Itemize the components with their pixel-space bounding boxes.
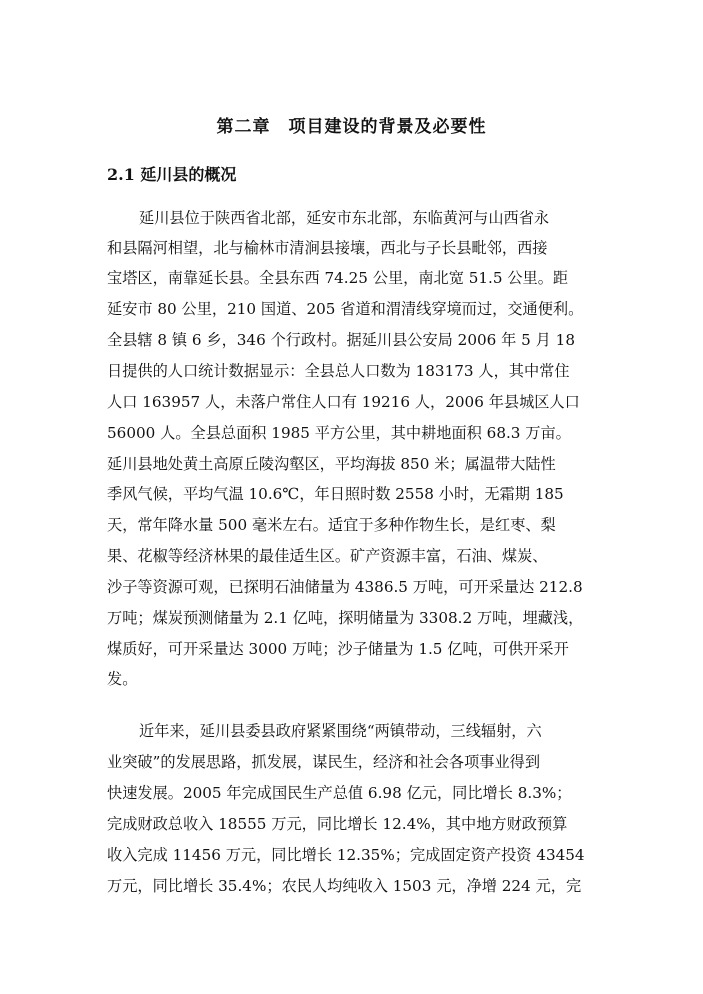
paragraph-line: 56000 人。全县总面积 1985 平方公里，其中耕地面积 68.3 万亩。 — [107, 424, 571, 442]
paragraph-line: 完成财政总收入 18555 万元，同比增长 12.4%，其中地方财政预算 — [107, 815, 568, 833]
paragraph-line: 宝塔区，南靠延长县。全县东西 74.25 公里，南北宽 51.5 公里。距 — [107, 269, 569, 287]
paragraph-line: 延安市 80 公里，210 国道、205 省道和渭清线穿境而过，交通便利。 — [107, 300, 584, 318]
paragraph-line: 全县辖 8 镇 6 乡，346 个行政村。据延川县公安局 2006 年 5 月 18 — [107, 331, 575, 349]
paragraph-line: 收入完成 11456 万元，同比增长 12.35%；完成固定资产投资 43454 — [107, 846, 585, 864]
paragraph-line: 煤质好，可开采量达 3000 万吨；沙子储量为 1.5 亿吨，可供开采开 — [107, 640, 569, 658]
paragraph-line: 和县隔河相望，北与榆林市清涧县接壤，西北与子长县毗邻，西接 — [107, 239, 548, 257]
paragraph-line: 快速发展。2005 年完成国民生产总值 6.98 亿元，同比增长 8.3%； — [107, 784, 572, 802]
paragraph-line: 沙子等资源可观，已探明石油储量为 4386.5 万吨，可开采量达 212.8 — [107, 578, 583, 596]
paragraph-line: 发。 — [107, 670, 138, 688]
paragraph-line: 业突破”的发展思路，抓发展，谋民生，经济和社会各项事业得到 — [107, 753, 541, 771]
paragraph-line: 果、花椒等经济林果的最佳适生区。矿产资源丰富，石油、煤炭、 — [107, 547, 548, 565]
paragraph-line: 万元，同比增长 35.4%；农民人均纯收入 1503 元，净增 224 元，完 — [107, 877, 582, 895]
paragraph-line: 天，常年降水量 500 毫米左右。适宜于多种作物生长，是红枣、梨 — [107, 516, 556, 534]
paragraph-line: 人口 163957 人，未落户常住人口有 19216 人，2006 年县城区人口 — [107, 393, 580, 411]
paragraph-line: 万吨；煤炭预测储量为 2.1 亿吨，探明储量为 3308.2 万吨，埋藏浅， — [107, 609, 584, 627]
paragraph-line: 季风气候，平均气温 10.6℃，年日照时数 2558 小时，无霜期 185 — [107, 485, 564, 503]
paragraph-line: 近年来，延川县委县政府紧紧围绕“两镇带动，三线辐射，六 — [139, 722, 542, 740]
chapter-title: 第二章 项目建设的背景及必要性 — [216, 117, 487, 137]
paragraph-line: 日提供的人口统计数据显示：全县总人口数为 183173 人，其中常住 — [107, 362, 570, 380]
paragraph-line: 延川县位于陕西省北部，延安市东北部，东临黄河与山西省永 — [139, 209, 550, 227]
paragraph-line: 延川县地处黄土高原丘陵沟壑区，平均海拔 850 米；属温带大陆性 — [107, 455, 556, 473]
section-heading: 2.1 延川县的概况 — [107, 165, 237, 184]
